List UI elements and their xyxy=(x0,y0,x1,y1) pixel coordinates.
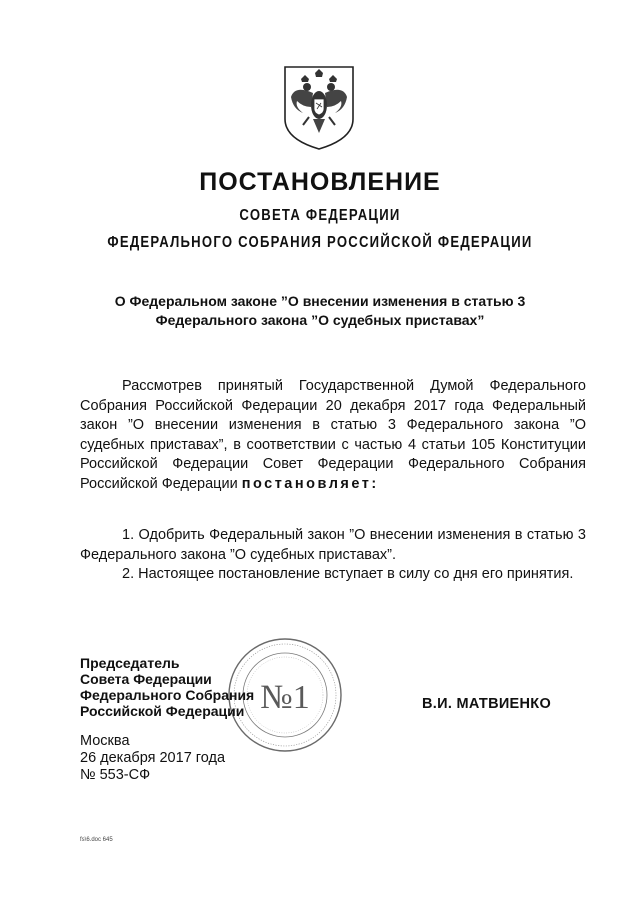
body-decision-items xyxy=(80,526,586,585)
document-place-date xyxy=(80,733,225,784)
position-line-4: Российской Федерации xyxy=(80,703,245,719)
subject-line-1: О Федеральном законе ”О внесении изменения в статью 3 xyxy=(114,293,526,309)
document-date: 26 декабря 2017 года xyxy=(80,750,226,766)
decides-word: постановляет: xyxy=(241,475,379,492)
file-code: fs\6.doc 645 xyxy=(80,837,113,843)
subject-line-2: Федерального закона ”О судебных приставах” xyxy=(155,312,485,328)
signatory-name: В.И. МАТВИЕНКО xyxy=(422,696,552,712)
body-paragraph-1 xyxy=(80,377,586,494)
document-number: № 553-СФ xyxy=(80,767,151,783)
document-title: ПОСТАНОВЛЕНИЕ xyxy=(199,168,441,196)
signature-position xyxy=(80,655,254,719)
document-subtitle-assembly: ФЕДЕРАЛЬНОГО СОБРАНИЯ РОССИЙСКОЙ ФЕДЕРАЦИИ xyxy=(107,234,533,251)
decision-item-1: 1. Одобрить Федеральный закон ”О внесении изменения в статью 3 Федерального закона ”О судебных приставах”. xyxy=(80,527,586,563)
seal-number: №1 xyxy=(260,679,310,716)
russian-coat-of-arms-icon xyxy=(281,63,357,151)
document-subtitle-council: СОВЕТА ФЕДЕРАЦИИ xyxy=(239,207,401,224)
position-line-1: Председатель xyxy=(80,655,180,671)
decision-item-2: 2. Настоящее постановление вступает в силу со дня его принятия. xyxy=(122,566,574,582)
paragraph-1-text: Рассмотрев принятый Государственной Думой Федерального Собрания Российской Федерации 20 декабря 2017 года Федеральный закон ”О внесении изменения в статью 3 Федерального закона ”О судебных приставах”, в соответствии с частью 4 статьи 105 Конституции Российской Федерации Совет Федерации Федерального Собрания Российской Федерации xyxy=(80,378,586,492)
position-line-2: Совета Федерации xyxy=(80,671,212,687)
document-subject xyxy=(60,292,580,330)
position-line-3: Федерального Собрания xyxy=(80,687,255,703)
document-city: Москва xyxy=(80,733,130,749)
